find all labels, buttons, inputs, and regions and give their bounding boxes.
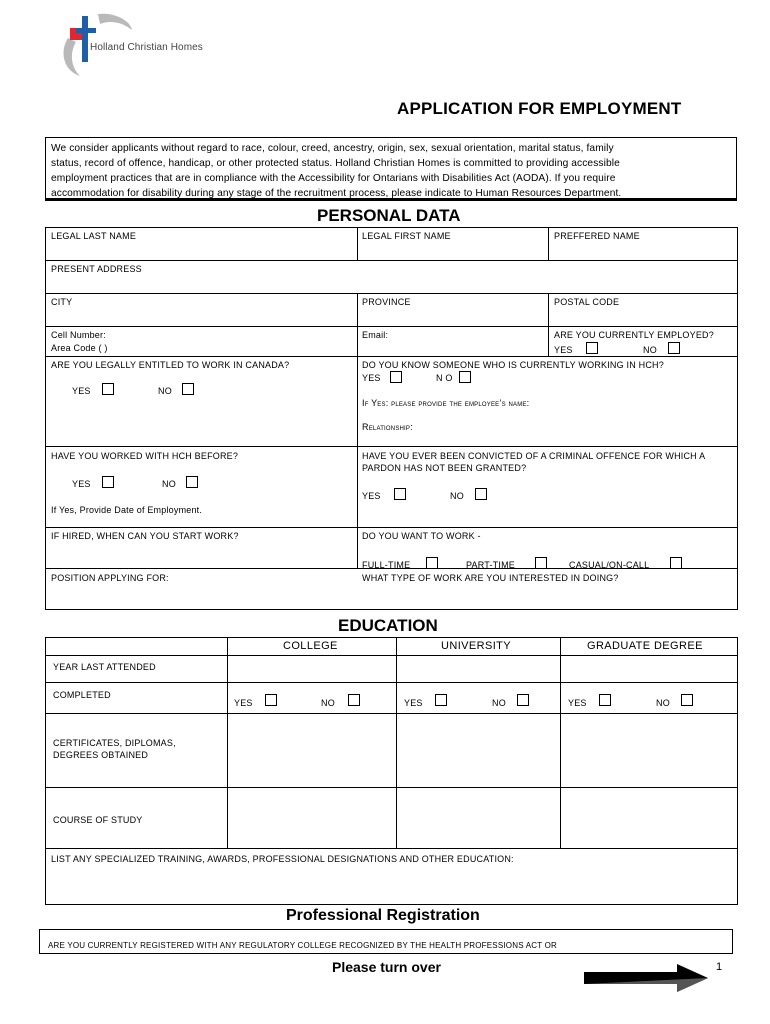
page-title: APPLICATION FOR EMPLOYMENT (397, 99, 682, 118)
section-title-education: EDUCATION (338, 616, 438, 635)
casual-label: CASUAL/ON-CALL (569, 560, 650, 570)
page-number: 1 (716, 961, 723, 973)
intro-line: employment practices that are in compliance with the Accessibility for Ontarians with Disabilities Act (AODA). If you require (51, 173, 616, 184)
area-code-label: Area Code ( ) (51, 343, 108, 353)
college-header: COLLEGE (283, 640, 338, 652)
know-yes-label: YES (362, 373, 381, 383)
entitled-no-label: NO (158, 386, 172, 396)
certificates-label-line1: CERTIFICATES, DIPLOMAS, (53, 738, 176, 748)
know-yes-checkbox[interactable] (390, 371, 402, 383)
entitled-question: ARE YOU LEGALLY ENTITLED TO WORK IN CANADA? (51, 360, 290, 370)
worked-yes-label: YES (72, 479, 91, 489)
worked-yes-checkbox[interactable] (102, 476, 114, 488)
section-title-professional: Professional Registration (286, 907, 480, 924)
course-of-study-label: COURSE OF STUDY (53, 815, 143, 825)
worked-before-question: HAVE YOU WORKED WITH HCH BEFORE? (51, 451, 239, 461)
employed-no-label: NO (643, 345, 657, 355)
know-no-label: N O (436, 373, 453, 383)
convicted-question-line1: HAVE YOU EVER BEEN CONVICTED OF A CRIMINAL OFFENCE FOR WHICH A (362, 451, 706, 461)
education-table (45, 637, 738, 905)
know-someone-question: DO YOU KNOW SOMEONE WHO IS CURRENTLY WORKING IN HCH? (362, 360, 664, 370)
province-label: PROVINCE (362, 297, 411, 307)
intro-line: status, record of offence, handicap, or other protected status. Holland Christian Homes is committed to providing accessible (51, 158, 620, 169)
convicted-yes-label: YES (362, 491, 381, 501)
start-work-question: IF HIRED, WHEN CAN YOU START WORK? (51, 531, 239, 541)
entitled-yes-checkbox[interactable] (102, 383, 114, 395)
employee-name-label: If Yes: please provide the employee’s name: (362, 398, 530, 408)
employed-yes-label: YES (554, 345, 573, 355)
certificates-label-line2: DEGREES OBTAINED (53, 750, 149, 760)
university-header: UNIVERSITY (441, 640, 512, 652)
preferred-name-label: PREFFERED NAME (554, 231, 640, 241)
work-type-question: WHAT TYPE OF WORK ARE YOU INTERESTED IN DOING? (362, 573, 619, 583)
entitled-no-checkbox[interactable] (182, 383, 194, 395)
college-no-label: NO (321, 698, 335, 708)
convicted-question-line2: PARDON HAS NOT BEEN GRANTED? (362, 463, 527, 473)
university-no-checkbox[interactable] (517, 694, 529, 706)
personal-data-table (45, 227, 738, 610)
specialized-training-label: LIST ANY SPECIALIZED TRAINING, AWARDS, PROFESSIONAL DESIGNATIONS AND OTHER EDUCATION: (51, 854, 514, 864)
casual-checkbox[interactable] (670, 557, 682, 569)
intro-line: We consider applicants without regard to race, colour, creed, ancestry, origin, sex, sexual orientation, marital status, family (51, 143, 614, 154)
worked-no-label: NO (162, 479, 176, 489)
university-yes-checkbox[interactable] (435, 694, 447, 706)
university-no-label: NO (492, 698, 506, 708)
university-yes-label: YES (404, 698, 423, 708)
address-label: PRESENT ADDRESS (51, 264, 142, 274)
last-name-label: LEGAL LAST NAME (51, 231, 137, 241)
fulltime-label: FULL-TIME (362, 560, 411, 570)
parttime-checkbox[interactable] (535, 557, 547, 569)
org-name: Holland Christian Homes (90, 42, 203, 53)
first-name-label: LEGAL FIRST NAME (362, 231, 451, 241)
worked-date-label: If Yes, Provide Date of Employment. (51, 505, 203, 515)
worked-no-checkbox[interactable] (186, 476, 198, 488)
college-yes-label: YES (234, 698, 253, 708)
employed-yes-checkbox[interactable] (586, 342, 598, 354)
intro-statement (45, 137, 737, 201)
completed-label: COMPLETED (53, 690, 111, 700)
want-work-question: DO YOU WANT TO WORK - (362, 531, 481, 541)
parttime-label: PART-TIME (466, 560, 515, 570)
graduate-no-label: NO (656, 698, 670, 708)
postal-code-label: POSTAL CODE (554, 297, 620, 307)
please-turn-over: Please turn over (332, 959, 441, 975)
section-title-personal: PERSONAL DATA (317, 206, 461, 225)
registered-question: ARE YOU CURRENTLY REGISTERED WITH ANY REGULATORY COLLEGE RECOGNIZED BY THE HEALTH PROFESSIONS ACT OR (48, 941, 557, 950)
convicted-no-checkbox[interactable] (475, 488, 487, 500)
know-no-checkbox[interactable] (459, 371, 471, 383)
convicted-no-label: NO (450, 491, 464, 501)
graduate-yes-label: YES (568, 698, 587, 708)
relationship-label: Relationship: (362, 422, 413, 432)
email-label: Email: (362, 330, 389, 340)
graduate-no-checkbox[interactable] (681, 694, 693, 706)
city-label: CITY (51, 297, 73, 307)
graduate-yes-checkbox[interactable] (599, 694, 611, 706)
year-attended-label: YEAR LAST ATTENDED (53, 662, 156, 672)
fulltime-checkbox[interactable] (426, 557, 438, 569)
intro-line: accommodation for disability during any stage of the recruitment process, please indicate to Human Resources Department. (51, 188, 622, 199)
position-question: POSITION APPLYING FOR: (51, 573, 169, 583)
graduate-header: GRADUATE DEGREE (587, 640, 703, 652)
arrow-right-icon (582, 962, 712, 994)
college-no-checkbox[interactable] (348, 694, 360, 706)
cell-number-label: Cell Number: (51, 330, 106, 340)
convicted-yes-checkbox[interactable] (394, 488, 406, 500)
entitled-yes-label: YES (72, 386, 91, 396)
employed-question: ARE YOU CURRENTLY EMPLOYED? (554, 330, 714, 340)
employed-no-checkbox[interactable] (668, 342, 680, 354)
college-yes-checkbox[interactable] (265, 694, 277, 706)
